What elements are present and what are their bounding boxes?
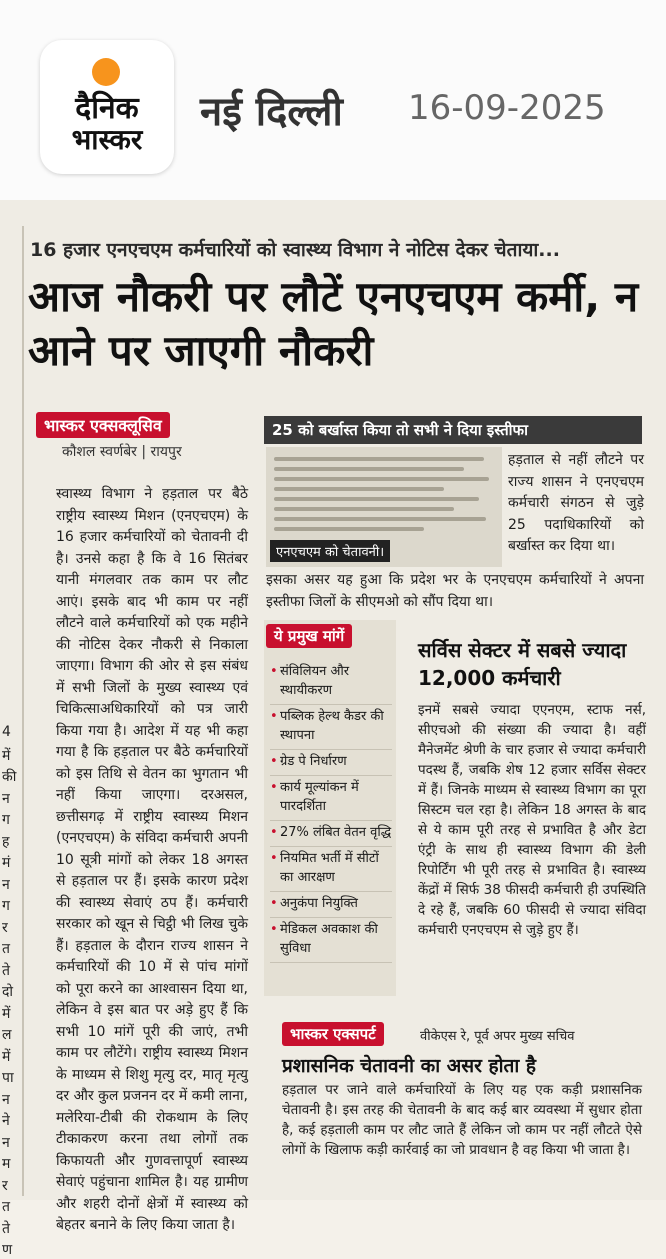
strip-fragment: ते — [2, 962, 10, 979]
article-headline: आज नौकरी पर लौटें एनएचएम कर्मी, न आने पर जाएगी नौकरी — [28, 272, 639, 375]
list-item: • कार्य मूल्यांकन में पारदर्शिता — [270, 776, 392, 821]
article-body: स्वास्थ्य विभाग ने हड़ताल पर बैठे राष्ट्रीय स्वास्थ्य मिशन (एनएचएम) के 16 हजार कर्मचारियों को चेतावनी दी है। उनसे कहा है कि वे 16 सितंबर यानी मंगलवार तक काम पर लौट आएं। इसके बाद भी काम पर नहीं लौटने वाले कर्मचारियों को एक महीने की नोटिस देकर नौकरी से निकाला जाएगा। विभाग की ओर से इस संबंध में सभी जिलों के मुख्य स्वास्थ्य एवं चिकित्साअधिकारियों को पत्र जारी किया गया है। आदेश में यह भी कहा गया है कि हड़ताल पर बैठे कर्मचारियों को इस तिथि से वेतन का भुगतान भी नहीं किया जाएगा। दरअसल, छत्तीसगढ़ में राष्ट्रीय स्वास्थ्य मिशन (एनएचएम) के संविदा कर्मचारी अपनी 10 सूत्री मांगों को लेकर 18 अगस्त से हड़ताल पर हैं। इसके कारण प्रदेश की स्वास्थ्य सेवाएं ठप हैं। कर्मचारी सरकार को खून से चिट्ठी भी लिख चुके हैं। हड़ताल के दौरान राज्य शासन ने कर्मचारियों की 10 में से पांच मांगों को पूरा करने का आश्वासन दिया था, लेकिन वे इस बात पर अड़े हुए हैं कि सभी 10 मांगें पूरी की जाएं, तभी काम पर लौटेंगे। राष्ट्रीय स्वास्थ्य मिशन के माध्यम से शिशु मृत्यु दर, मातृ मृत्यु दर और कुल प्रजनन दर में कमी लाना, मलेरिया-टीबी की रोकथाम के लिए टीकाकरण करना तथा लोगों तक किफायती और गुणवत्तापूर्ण स्वास्थ्य सेवाएं पहुंचाना शामिल है। यह ग्रामीण और शहरी दोनों क्षेत्रों में स्वास्थ्य को बेहतर बनाने के लिए किया जाता है। — [56, 486, 248, 1233]
strip-fragment: की — [2, 769, 17, 785]
strip-fragment: न — [2, 876, 10, 893]
edition-date: 16-09-2025 — [408, 88, 606, 128]
demands-list — [270, 660, 392, 963]
strip-fragment: ते — [2, 1220, 10, 1237]
demands-tag: ये प्रमुख मांगें — [266, 624, 352, 648]
strip-fragment: ग — [2, 898, 10, 914]
expert-tag: भास्कर एक्सपर्ट — [282, 1022, 384, 1046]
strip-fragment: में — [2, 1048, 11, 1065]
logo-text-line1: दैनिक — [75, 91, 139, 126]
strip-fragment: न — [2, 1134, 10, 1151]
expert-name: वीकेएस रे, पूर्व अपर मुख्य सचिव — [420, 1029, 575, 1044]
article-kicker: 16 हजार एनएचएम कर्मचारियों को स्वास्थ्य विभाग ने नोटिस देकर चेताया... — [30, 239, 560, 261]
strip-fragment: ण — [2, 1242, 13, 1258]
strip-fragment: में — [2, 747, 11, 764]
strip-fragment: त — [2, 941, 10, 957]
strip-fragment: न — [2, 1091, 10, 1108]
strip-fragment: र — [2, 919, 8, 936]
list-item: • अनुकंपा नियुक्ति — [270, 892, 392, 918]
strip-fragment: मं — [2, 855, 11, 871]
list-item: • पब्लिक हेल्थ कैडर की स्थापना — [270, 705, 392, 750]
list-item: • नियमित भर्ती में सीटों का आरक्षण — [270, 847, 392, 892]
edition-city: नई दिल्ली — [200, 89, 343, 135]
list-item: • मेडिकल अवकाश की सुविधा — [270, 918, 392, 963]
strip-fragment: पा — [2, 1070, 14, 1086]
byline: कौशल स्वर्णबेर | रायपुर — [62, 444, 182, 460]
service-sector-heading: सर्विस सेक्टर में सबसे ज्यादा 12,000 कर्मचारी — [418, 638, 627, 690]
strip-fragment: न — [2, 790, 10, 807]
strip-fragment: ने — [2, 1113, 10, 1129]
service-sector-text: इनमें सबसे ज्यादा एएनएम, स्टाफ नर्स, सीएचओ की संख्या की ज्यादा है। वहीं मैनेजमेंट श्रेणी के चार हजार से ज्यादा कर्मचारी पदस्थ हैं, जबकि शेष 12 हजार सर्विस सेक्टर में हैं। जिनके माध्यम से स्वास्थ्य विभाग का पूरा सिस्टम चल रहा है। लेकिन 18 अगस्त के बाद से ये काम पूरी तरह से प्रभावित है और डेटा एंट्री के साथ ही स्वास्थ्य विभाग की डेली रिपोर्टिंग भी पूरी तरह से प्रभावित है। स्वास्थ्य केंद्रों में सिर्फ 38 फीसदी कर्मचारी ही उपस्थिति दे रहे हैं, जबकि 60 फीसदी से ज्यादा संविदा कर्मचारी एनएचएम से जुड़े हुए हैं। — [418, 702, 646, 938]
column-divider — [22, 226, 24, 1196]
sidebar-story-title: 25 को बर्खास्त किया तो सभी ने दिया इस्तीफा — [264, 416, 642, 444]
list-item: • 27% लंबित वेतन वृद्धि — [270, 821, 392, 847]
strip-fragment: ल — [2, 1027, 12, 1043]
strip-fragment: दो — [2, 984, 14, 1000]
exclusive-tag: भास्कर एक्सक्लूसिव — [36, 412, 170, 438]
logo-text-line2: भास्कर — [71, 123, 143, 156]
list-item: • संविलियन और स्थायीकरण — [270, 660, 392, 705]
expert-heading: प्रशासनिक चेतावनी का असर होता है — [282, 1055, 536, 1077]
app-header — [0, 0, 666, 200]
sidebar-story-effect: इसका असर यह हुआ कि प्रदेश भर के एनएचएम कर्मचारियों ने अपना इस्तीफा जिलों के सीएमओ को सौंप दिया था। — [266, 572, 644, 610]
dainik-bhaskar-logo[interactable] — [40, 40, 174, 174]
expert-text: हड़ताल पर जाने वाले कर्मचारियों के लिए यह एक कड़ी प्रशासनिक चेतावनी है। इस तरह की चेतावनी के बाद कई बार व्यवस्था में सुधार होता है, कई हड़ताली काम पर लौट जाते हैं लेकिन जो काम पर नहीं लौटते ऐसे लोगों के खिलाफ कड़ी कार्रवाई का जो प्रावधान है वह किया भी जाता है। — [282, 1082, 642, 1158]
strip-fragment: म — [2, 1156, 11, 1172]
strip-fragment: र — [2, 1177, 8, 1194]
strip-fragment: ग — [2, 812, 10, 828]
adjacent-column-strip — [0, 200, 22, 1258]
image-caption: एनएचएम को चेतावनी। — [270, 540, 390, 562]
strip-fragment: में — [2, 1005, 11, 1022]
strip-fragment: त — [2, 1199, 10, 1215]
strip-fragment: ह — [2, 833, 10, 850]
list-item: • ग्रेड पे निर्धारण — [270, 750, 392, 776]
strip-fragment: 4 — [2, 724, 11, 740]
sun-icon — [92, 58, 120, 86]
sidebar-story-text: हड़ताल से नहीं लौटने पर राज्य शासन ने एनएचएम कर्मचारी संगठन से जुड़े 25 पदाधिकारियों को बर्खास्त कर दिया था। — [508, 452, 644, 554]
